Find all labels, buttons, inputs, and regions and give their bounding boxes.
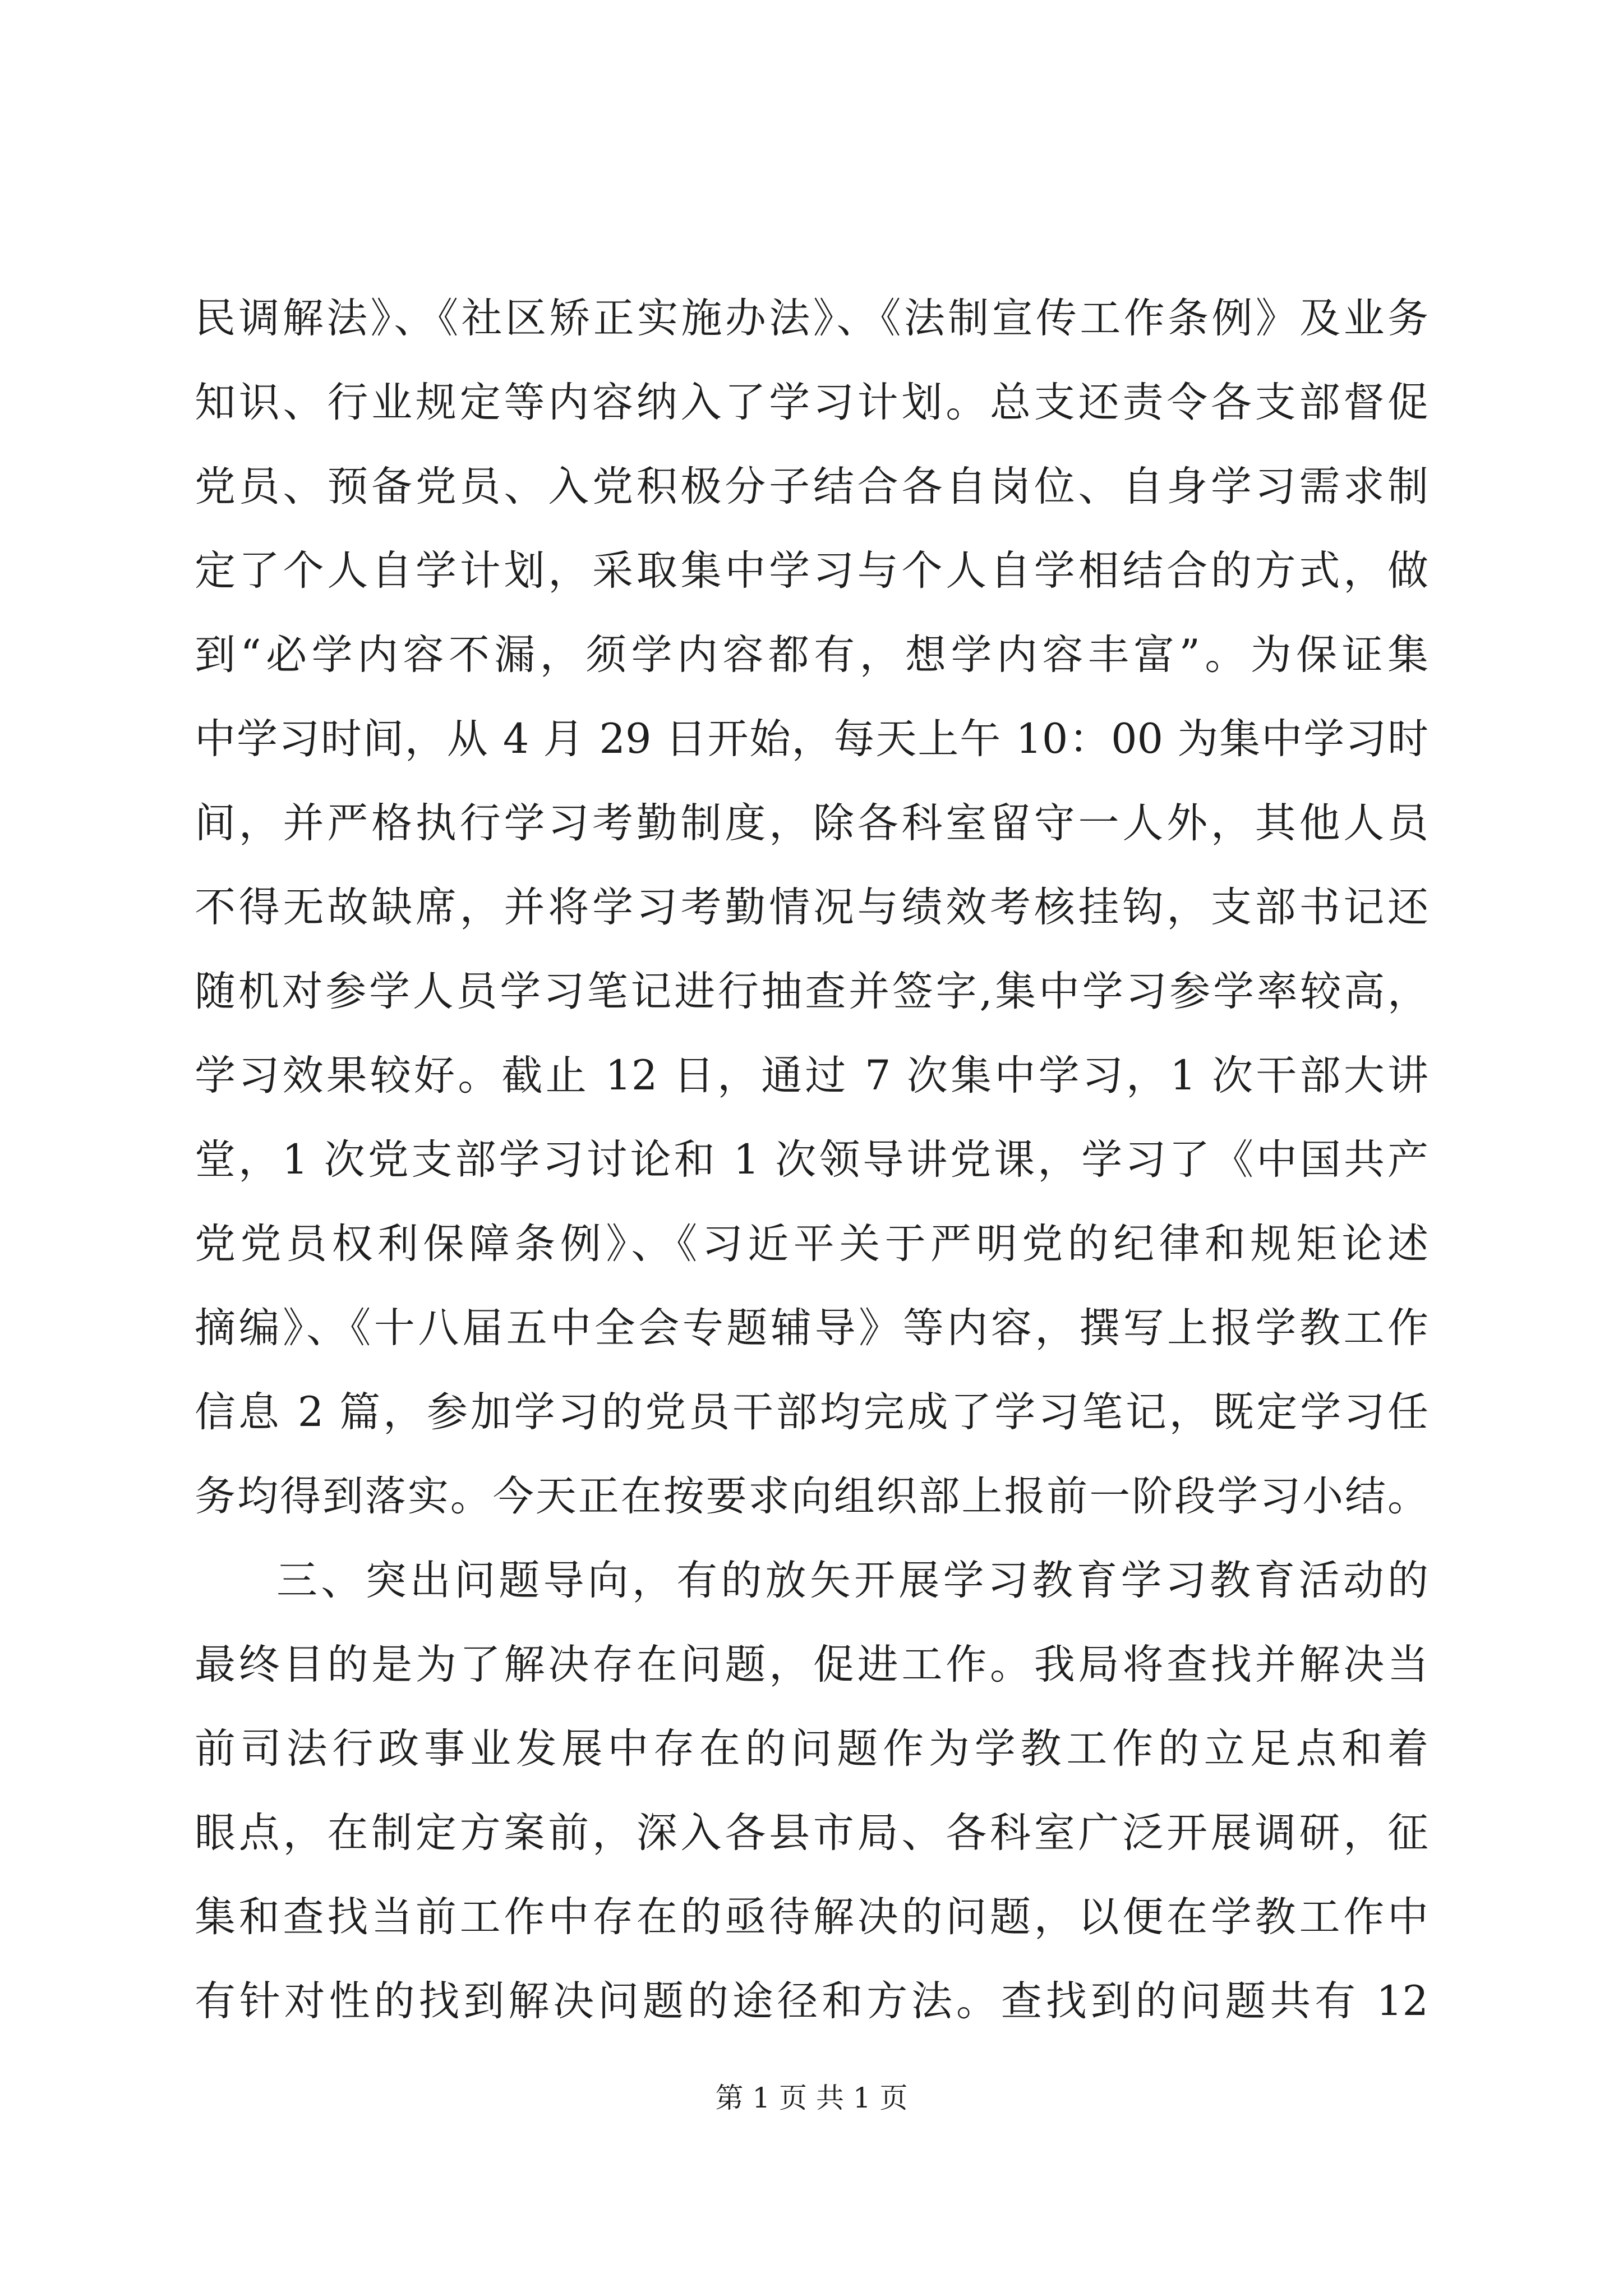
page-number-footer: 第 1 页 共 1 页	[715, 2082, 908, 2114]
body-line: 到“必学内容不漏，须学内容都有，想学内容丰富”。为保证集	[195, 631, 1428, 679]
body-line: 信息 2 篇，参加学习的党员干部均完成了学习笔记，既定学习任	[195, 1388, 1428, 1436]
body-line: 有针对性的找到解决问题的途径和方法。查找到的问题共有 12	[195, 1977, 1428, 2025]
body-line: 随机对参学人员学习笔记进行抽查并签字,集中学习参学率较高，	[195, 968, 1428, 1015]
body-line: 集和查找当前工作中存在的亟待解决的问题，以便在学教工作中	[195, 1893, 1428, 1941]
body-line: 知识、行业规定等内容纳入了学习计划。总支还责令各支部督促	[195, 379, 1428, 426]
body-line: 党党员权利保障条例》、《习近平关于严明党的纪律和规矩论述	[195, 1220, 1428, 1268]
body-line: 摘编》、《十八届五中全会专题辅导》等内容，撰写上报学教工作	[195, 1304, 1428, 1352]
body-line: 最终目的是为了解决存在问题，促进工作。我局将查找并解决当	[195, 1641, 1428, 1688]
body-line: 定了个人自学计划，采取集中学习与个人自学相结合的方式，做	[195, 547, 1428, 595]
body-line: 中学习时间，从 4 月 29 日开始，每天上午 10：00 为集中学习时	[195, 715, 1428, 763]
body-line: 间，并严格执行学习考勤制度，除各科室留守一人外，其他人员	[195, 799, 1428, 847]
body-line: 堂，1 次党支部学习讨论和 1 次领导讲党课，学习了《中国共产	[195, 1136, 1428, 1184]
body-line: 眼点，在制定方案前，深入各县市局、各科室广泛开展调研，征	[195, 1809, 1428, 1857]
body-line: 党员、预备党员、入党积极分子结合各自岗位、自身学习需求制	[195, 463, 1428, 510]
body-line: 学习效果较好。截止 12 日，通过 7 次集中学习，1 次干部大讲	[195, 1052, 1428, 1099]
paragraph-heading-line: 三、突出问题导向，有的放矢开展学习教育学习教育活动的	[276, 1557, 1428, 1604]
body-line: 务均得到落实。今天正在按要求向组织部上报前一阶段学习小结。	[195, 1473, 1428, 1520]
body-line: 不得无故缺席，并将学习考勤情况与绩效考核挂钩，支部书记还	[195, 884, 1428, 931]
body-line: 民调解法》、《社区矫正实施办法》、《法制宣传工作条例》及业务	[195, 295, 1428, 342]
body-line: 前司法行政事业发展中存在的问题作为学教工作的立足点和着	[195, 1725, 1428, 1773]
